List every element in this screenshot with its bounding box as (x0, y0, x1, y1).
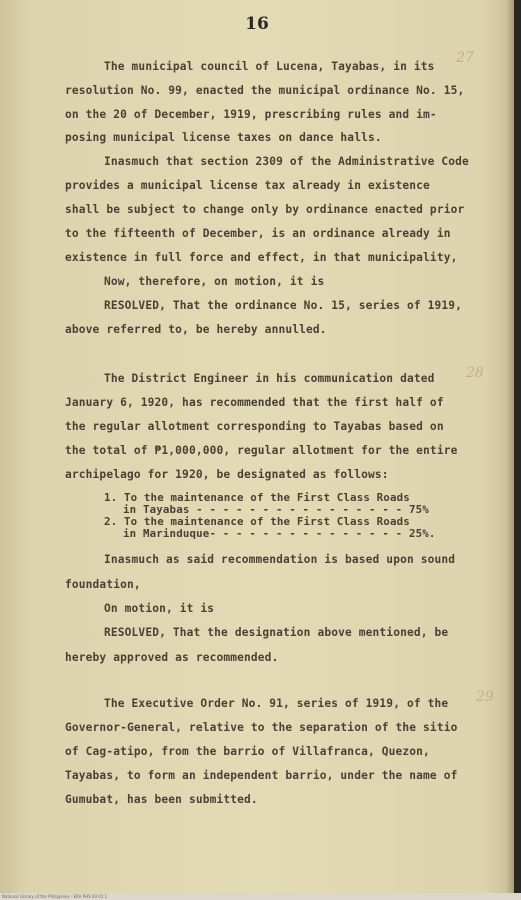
para1-line: resolution No. 99, enacted the municipal ordinance No. 15, (65, 84, 465, 97)
scan-footer-strip (0, 893, 521, 900)
scan-footer-text: National Library of the Philippines · ERA PHS 00 01 1 (2, 894, 108, 899)
allotment-item: 1. To the maintenance of the First Class Roads (104, 491, 410, 504)
para2-line: shall be subject to change only by ordinance enacted prior (65, 203, 465, 216)
margin-note-29: 29 (476, 689, 494, 705)
page-number: 16 (245, 14, 269, 34)
para1-line: posing municipal license taxes on dance halls. (65, 131, 382, 144)
para1-line: The municipal council of Lucena, Tayabas, in its (104, 60, 435, 73)
para5-line: Governor-General, relative to the separation of the sitio (65, 721, 458, 734)
para3-line: the total of ₱1,000,000, regular allotment for the entire (65, 444, 458, 457)
para4-line: Inasmuch as said recommendation is based upon sound (104, 553, 456, 566)
margin-note-27: 27 (456, 50, 474, 66)
allotment-item: in Tayabas - - - - - - - - - - - - - - - - 75% (123, 503, 429, 516)
para2-line: to the fifteenth of December, is an ordinance already in (65, 227, 451, 240)
para1-line: on the 20 of December, 1919, prescribing rules and im- (65, 108, 437, 121)
para4-line: foundation, (65, 578, 141, 591)
margin-note-28: 28 (466, 365, 484, 381)
resolved-line: hereby approved as recommended. (65, 651, 279, 664)
allotment-item: in Marinduque- - - - - - - - - - - - - - - 25%. (123, 527, 436, 540)
para5-line: Gumubat, has been submitted. (65, 793, 258, 806)
para2-line: existence in full force and effect, in that municipality, (65, 251, 458, 264)
para5-line: of Cag-atipo, from the barrio of Villafranca, Quezon, (65, 745, 430, 758)
para3-line: archipelago for 1920, be designated as follows: (65, 468, 389, 481)
para2-line: Inasmuch that section 2309 of the Administrative Code (104, 155, 469, 168)
resolved-line: RESOLVED, That the ordinance No. 15, series of 1919, (104, 299, 463, 312)
resolved-line: above referred to, be hereby annulled. (65, 323, 327, 336)
allotment-item: 2. To the maintenance of the First Class Roads (104, 515, 410, 528)
motion-line: On motion, it is (104, 602, 215, 615)
resolved-line: RESOLVED, That the designation above mentioned, be (104, 626, 449, 639)
para2-line: provides a municipal license tax already in existence (65, 179, 430, 192)
para3-line: January 6, 1920, has recommended that the first half of (65, 396, 444, 409)
para5-line: The Executive Order No. 91, series of 1919, of the (104, 697, 449, 710)
para3-line: the regular allotment corresponding to Tayabas based on (65, 420, 444, 433)
para3-line: The District Engineer in his communication dated (104, 372, 435, 385)
para5-line: Tayabas, to form an independent barrio, under the name of (65, 769, 458, 782)
motion-line: Now, therefore, on motion, it is (104, 275, 325, 288)
